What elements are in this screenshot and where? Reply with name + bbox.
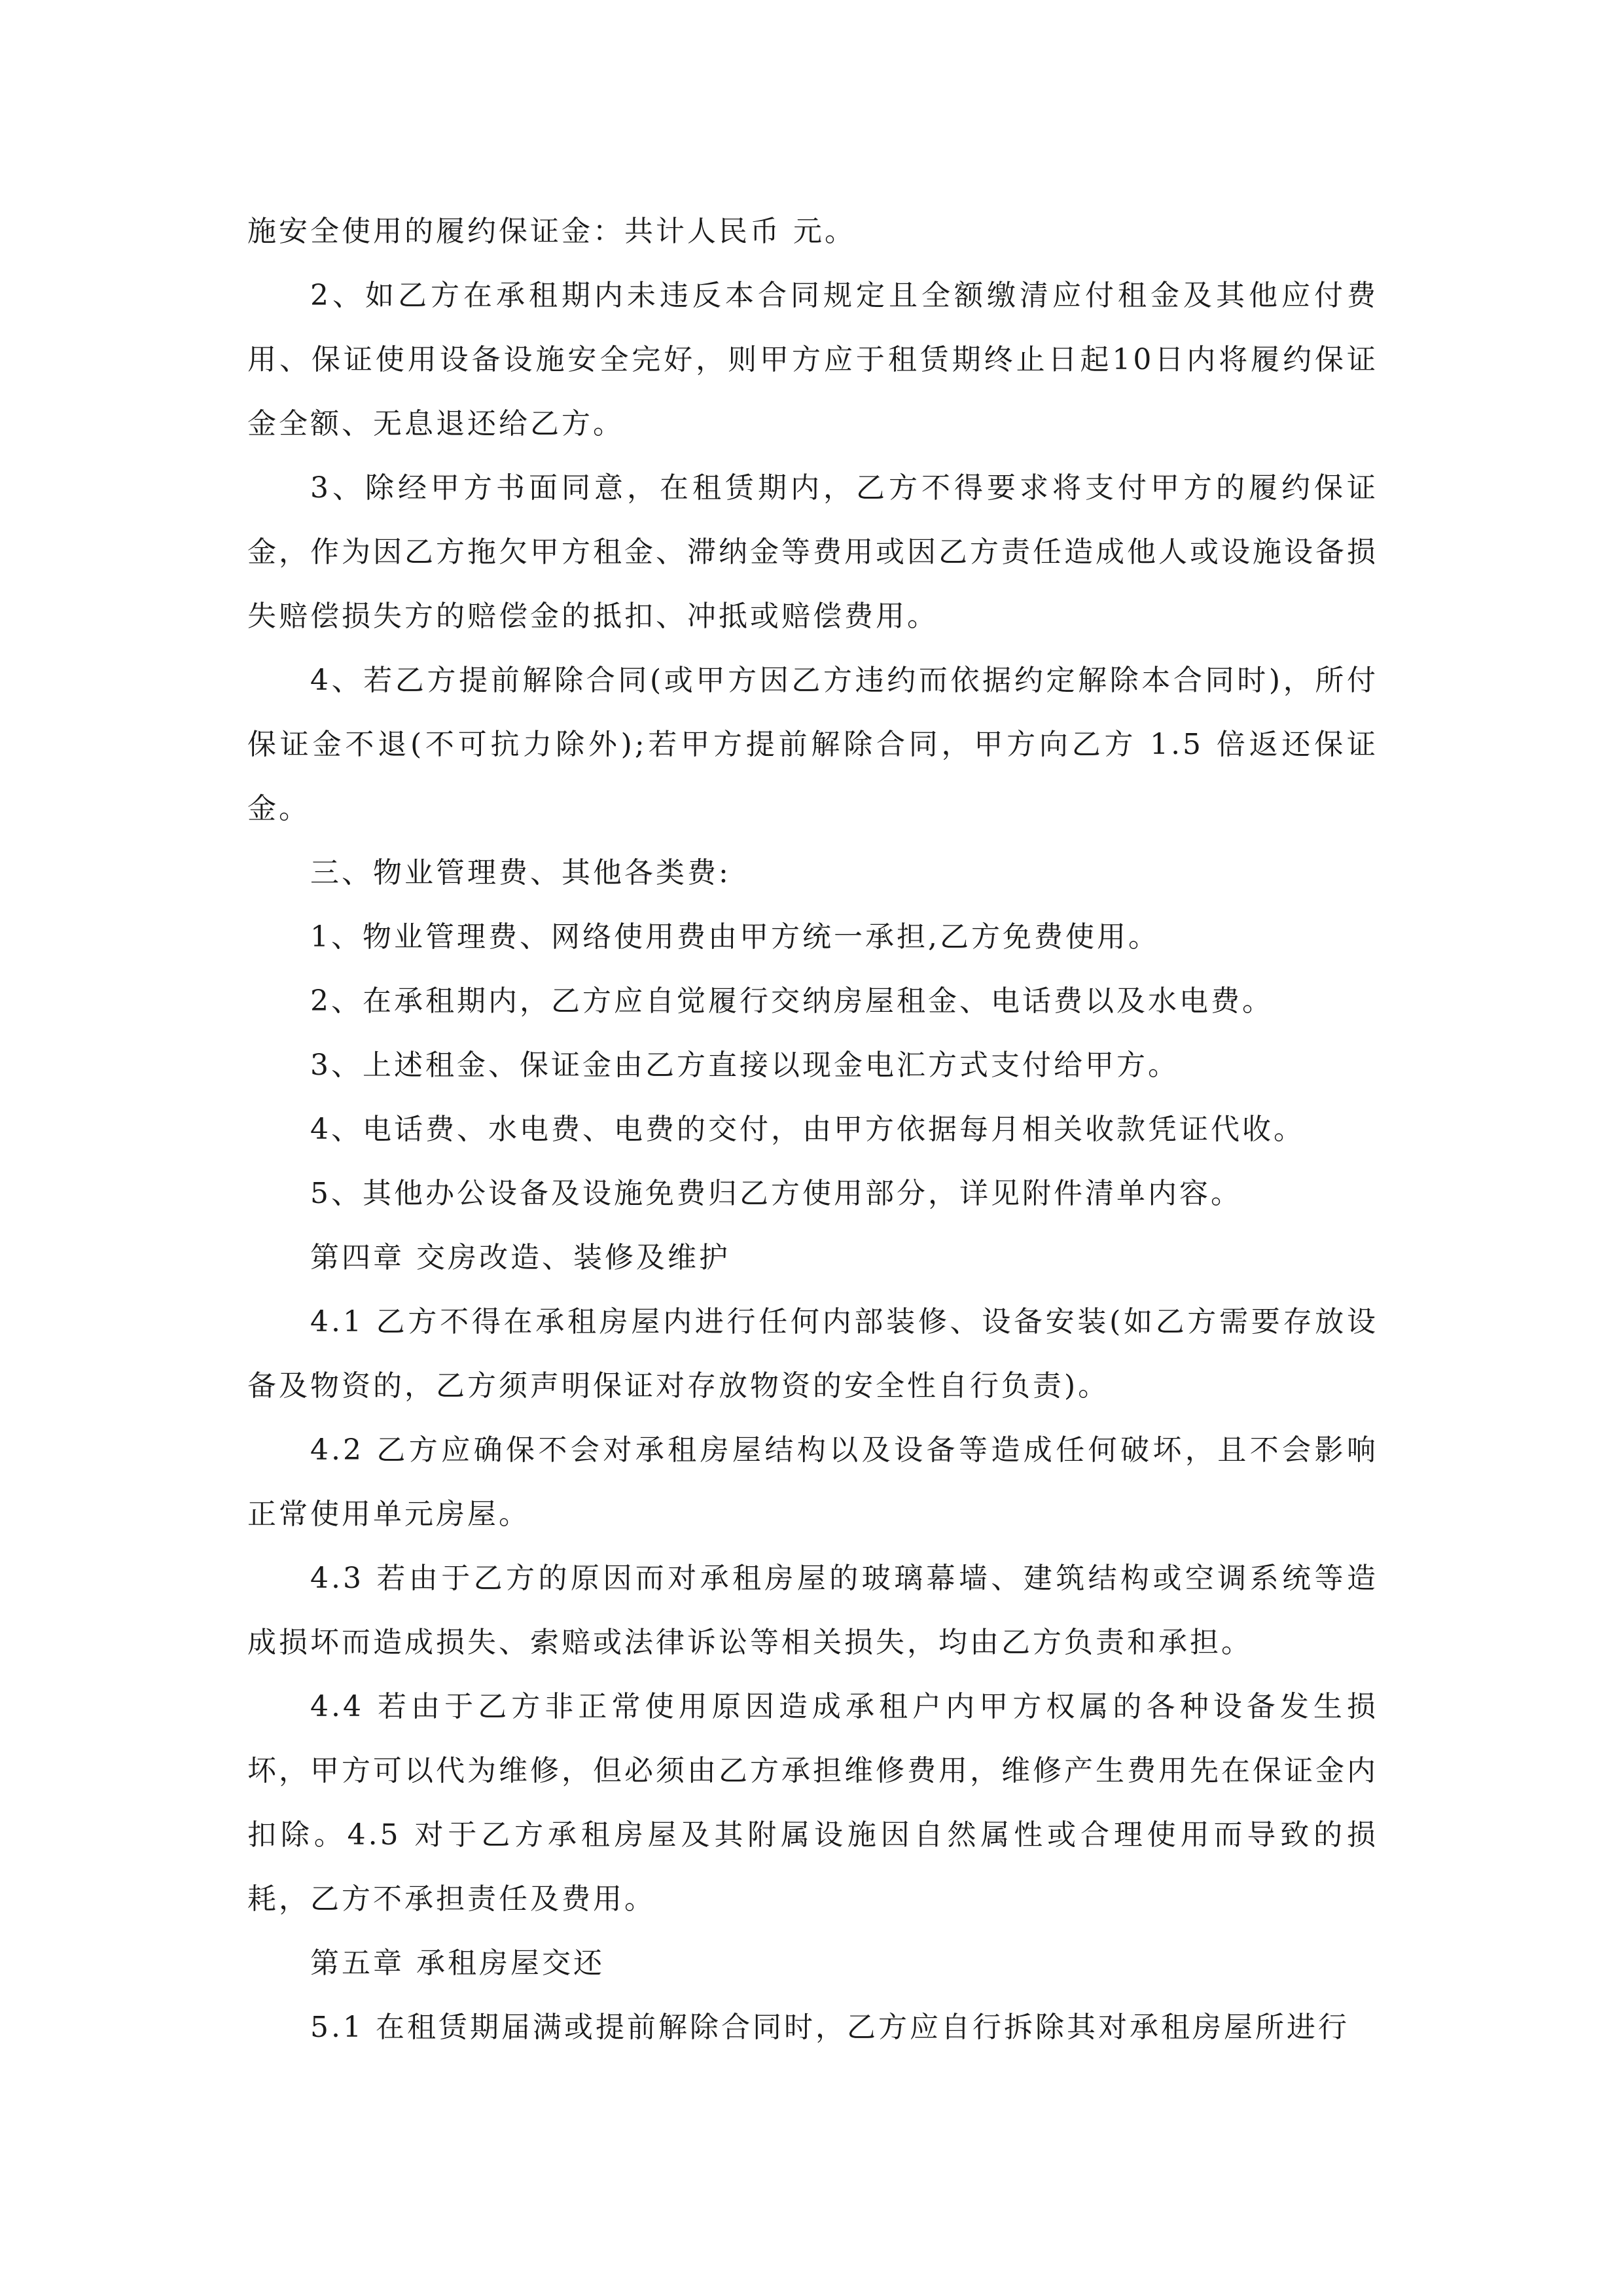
paragraph-5-1: 5.1 在租赁期届满或提前解除合同时，乙方应自行拆除其对承租房屋所进行 <box>310 2011 1349 2044</box>
paragraph-fee-4: 4、电话费、水电费、电费的交付，由甲方依据每月相关收款凭证代收。 <box>310 1113 1305 1146</box>
paragraph-4-4: 4.4 若由于乙方非正常使用原因造成承租户内甲方权属的各种设备发生损坏，甲方可以代为维修，但必须由乙方承担维修费用，维修产生费用先在保证金内扣除。4.5 对于乙方承租房屋及其附属设施因自然属性或合理使用而导致的损耗，乙方不承担责任及费用。 <box>247 1690 1378 1916</box>
paragraph-fee-3: 3、上述租金、保证金由乙方直接以现金电汇方式支付给甲方。 <box>310 1049 1179 1082</box>
paragraph-fee-2: 2、在承租期内，乙方应自觉履行交纳房屋租金、电话费以及水电费。 <box>310 984 1274 1018</box>
paragraph-fee-1: 1、物业管理费、网络使用费由甲方统一承担,乙方免费使用。 <box>310 920 1160 954</box>
paragraph-clause-4-termination: 4、若乙方提前解除合同(或甲方因乙方违约而依据约定解除本合同时)，所付保证金不退(不可抗力除外);若甲方提前解除合同，甲方向乙方 1.5 倍返还保证金。 <box>247 664 1378 825</box>
section-heading-fees: 三、物业管理费、其他各类费: <box>310 856 731 889</box>
paragraph-clause-3-offset: 3、除经甲方书面同意，在租赁期内，乙方不得要求将支付甲方的履约保证金，作为因乙方拖欠甲方租金、滞纳金等费用或因乙方责任造成他人或设施设备损失赔偿损失方的赔偿金的抵扣、冲抵或赔偿费用。 <box>247 471 1378 633</box>
paragraph-deposit-amount: 施安全使用的履约保证金：共计人民币 元。 <box>247 215 856 248</box>
paragraph-4-3: 4.3 若由于乙方的原因而对承租房屋的玻璃幕墙、建筑结构或空调系统等造成损坏而造成损失、索赔或法律诉讼等相关损失，均由乙方负责和承担。 <box>247 1562 1378 1659</box>
document-body <box>247 200 1378 2060</box>
chapter-heading-5: 第五章 承租房屋交还 <box>310 1946 605 1980</box>
paragraph-fee-5: 5、其他办公设备及设施免费归乙方使用部分，详见附件清单内容。 <box>310 1177 1242 1210</box>
chapter-heading-4: 第四章 交房改造、装修及维护 <box>310 1241 730 1274</box>
paragraph-4-1: 4.1 乙方不得在承租房屋内进行任何内部装修、设备安装(如乙方需要存放设备及物资的，乙方须声明保证对存放物资的安全性自行负责)。 <box>247 1305 1378 1403</box>
paragraph-clause-2-refund: 2、如乙方在承租期内未违反本合同规定且全额缴清应付租金及其他应付费用、保证使用设备设施安全完好，则甲方应于租赁期终止日起10日内将履约保证金全额、无息退还给乙方。 <box>247 279 1378 440</box>
paragraph-4-2: 4.2 乙方应确保不会对承租房屋结构以及设备等造成任何破坏，且不会影响正常使用单元房屋。 <box>247 1433 1378 1531</box>
